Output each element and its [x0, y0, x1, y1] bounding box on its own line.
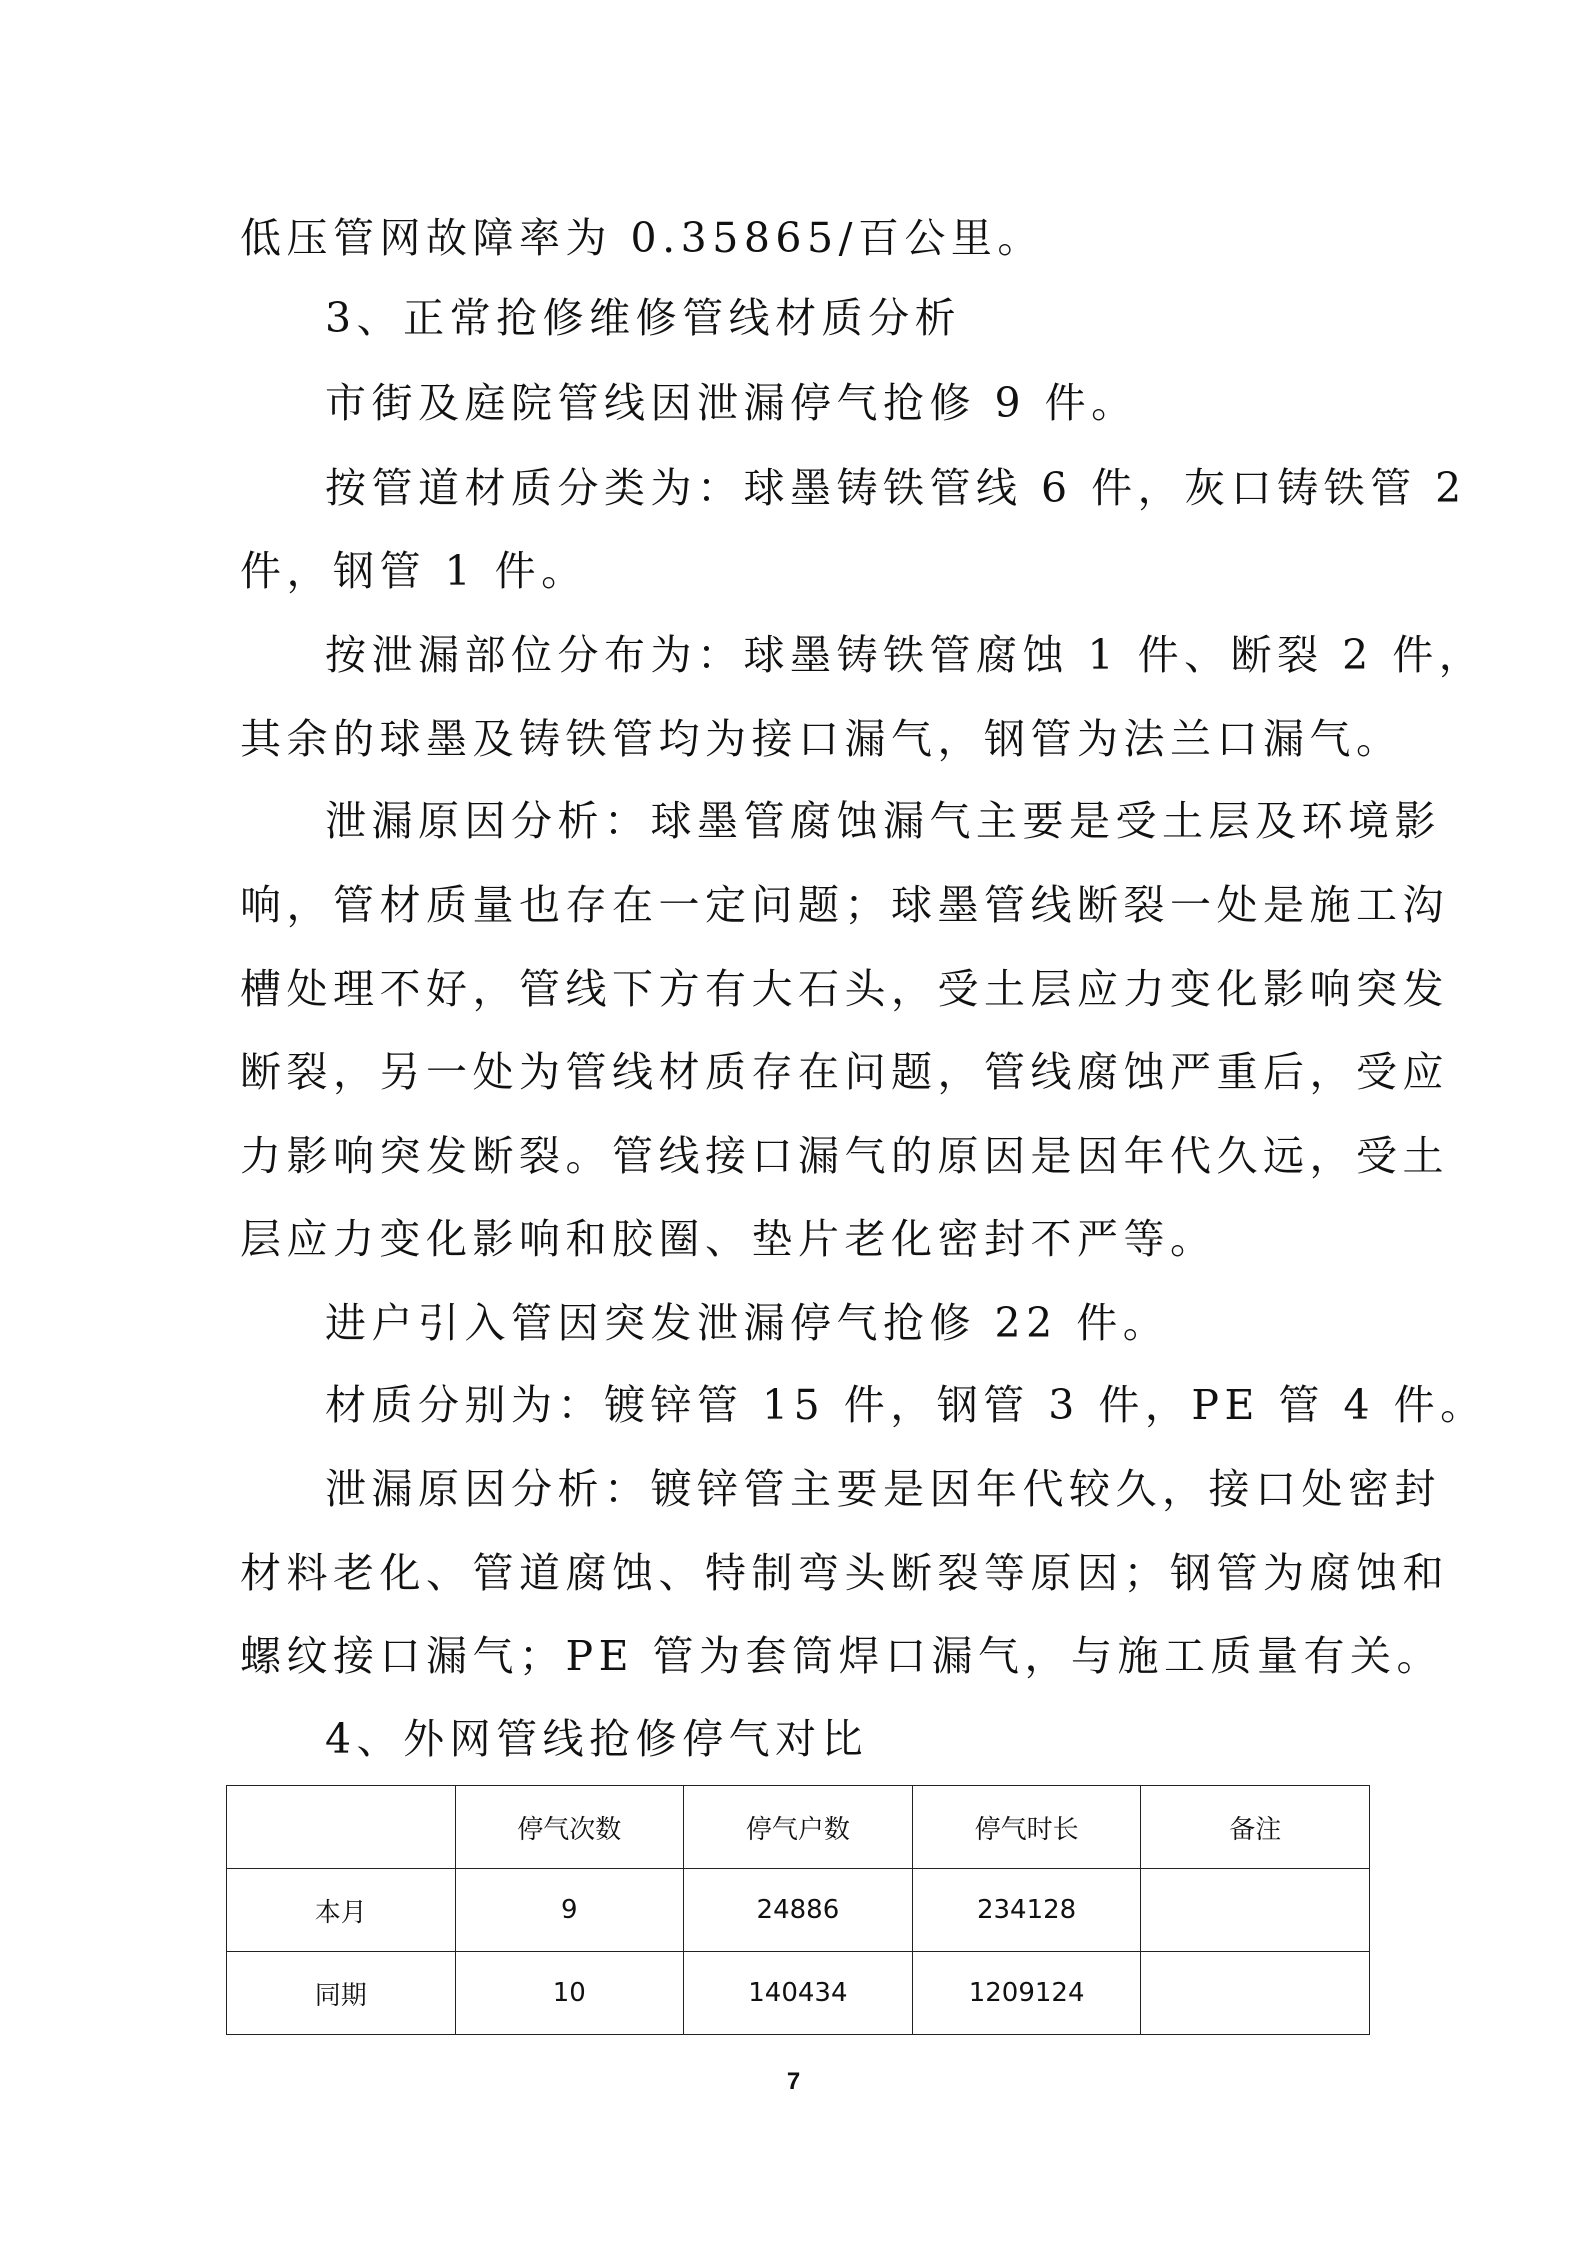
- table-cell: 24886: [684, 1869, 913, 1952]
- paragraph-line: 低压管网故障率为 0.35865/百公里。: [240, 214, 1044, 262]
- paragraph-line: 件，钢管 1 件。: [240, 547, 588, 595]
- paragraph-line: 泄漏原因分析：球墨管腐蚀漏气主要是受土层及环境影: [325, 797, 1441, 845]
- table-row: [227, 1952, 1370, 2035]
- page-number: 7: [786, 2068, 801, 2095]
- table-header-cell: 停气户数: [684, 1786, 913, 1869]
- table-cell: 同期: [227, 1952, 456, 2035]
- table-header-row: [227, 1786, 1370, 1869]
- paragraph-line: 按管道材质分类为：球墨铸铁管线 6 件，灰口铸铁管 2: [325, 464, 1467, 512]
- outage-comparison-table: [226, 1785, 1370, 2035]
- table-header-cell: 停气时长: [912, 1786, 1141, 1869]
- paragraph-line: 响，管材质量也存在一定问题；球墨管线断裂一处是施工沟: [240, 881, 1449, 929]
- paragraph-line: 材料老化、管道腐蚀、特制弯头断裂等原因；钢管为腐蚀和: [240, 1549, 1449, 1597]
- table-cell: 1209124: [912, 1952, 1141, 2035]
- table-cell: 10: [455, 1952, 684, 2035]
- table-cell: 234128: [912, 1869, 1141, 1952]
- paragraph-line: 槽处理不好，管线下方有大石头，受土层应力变化影响突发: [240, 965, 1449, 1013]
- paragraph-line: 材质分别为：镀锌管 15 件，钢管 3 件，PE 管 4 件。: [325, 1381, 1487, 1429]
- table-cell: 本月: [227, 1869, 456, 1952]
- table-header-cell: 停气次数: [455, 1786, 684, 1869]
- table-cell: 140434: [684, 1952, 913, 2035]
- table-cell: [1141, 1952, 1370, 2035]
- paragraph-line: 市街及庭院管线因泄漏停气抢修 9 件。: [325, 379, 1138, 427]
- section-heading: 4、外网管线抢修停气对比: [325, 1715, 869, 1763]
- paragraph-line: 按泄漏部位分布为：球墨铸铁管腐蚀 1 件、断裂 2 件，: [325, 631, 1486, 679]
- paragraph-line: 力影响突发断裂。管线接口漏气的原因是因年代久远，受土: [240, 1132, 1449, 1180]
- paragraph-line: 断裂，另一处为管线材质存在问题，管线腐蚀严重后，受应: [240, 1048, 1449, 1096]
- paragraph-line: 进户引入管因突发泄漏停气抢修 22 件。: [325, 1299, 1170, 1347]
- paragraph-line: 泄漏原因分析：镀锌管主要是因年代较久，接口处密封: [325, 1465, 1441, 1513]
- table-header-cell: 备注: [1141, 1786, 1370, 1869]
- table-cell: [1141, 1869, 1370, 1952]
- paragraph-line: 螺纹接口漏气；PE 管为套筒焊口漏气，与施工质量有关。: [240, 1632, 1444, 1680]
- table-row: [227, 1869, 1370, 1952]
- section-heading: 3、正常抢修维修管线材质分析: [325, 294, 962, 342]
- table-header-cell: [227, 1786, 456, 1869]
- table-cell: 9: [455, 1869, 684, 1952]
- paragraph-line: 层应力变化影响和胶圈、垫片老化密封不严等。: [240, 1215, 1217, 1263]
- paragraph-line: 其余的球墨及铸铁管均为接口漏气，钢管为法兰口漏气。: [240, 715, 1403, 763]
